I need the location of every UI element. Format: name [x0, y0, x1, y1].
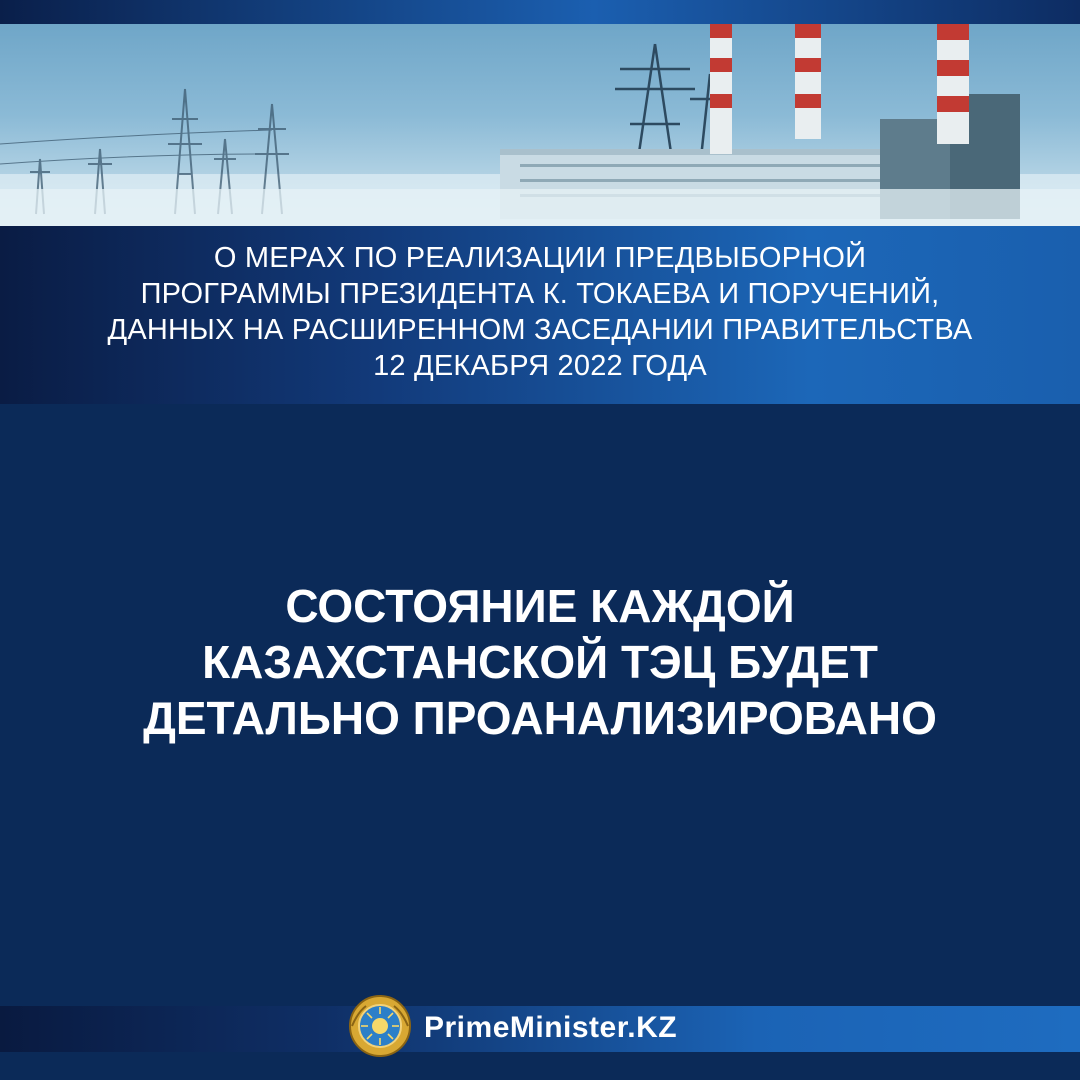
top-stripe [0, 0, 1080, 24]
brand-name: PrimeMinister.KZ [424, 1011, 678, 1044]
power-plant-photo [0, 24, 1080, 228]
main-headline: СОСТОЯНИЕ КАЖДОЙ КАЗАХСТАНСКОЙ ТЭЦ БУДЕТ ДЕТАЛЬНО ПРОАНАЛИЗИРОВАНО [143, 580, 937, 744]
state-emblem-icon [348, 994, 412, 1058]
header-title: О МЕРАХ ПО РЕАЛИЗАЦИИ ПРЕДВЫБОРНОЙ ПРОГРАММЫ ПРЕЗИДЕНТА К. ТОКАЕВА И ПОРУЧЕНИЙ, ДАННЫХ НА РАСШИРЕННОМ ЗАСЕДАНИИ ПРАВИТЕЛЬСТВА 12 ДЕКАБРЯ 2022 ГОДА [107, 242, 973, 382]
